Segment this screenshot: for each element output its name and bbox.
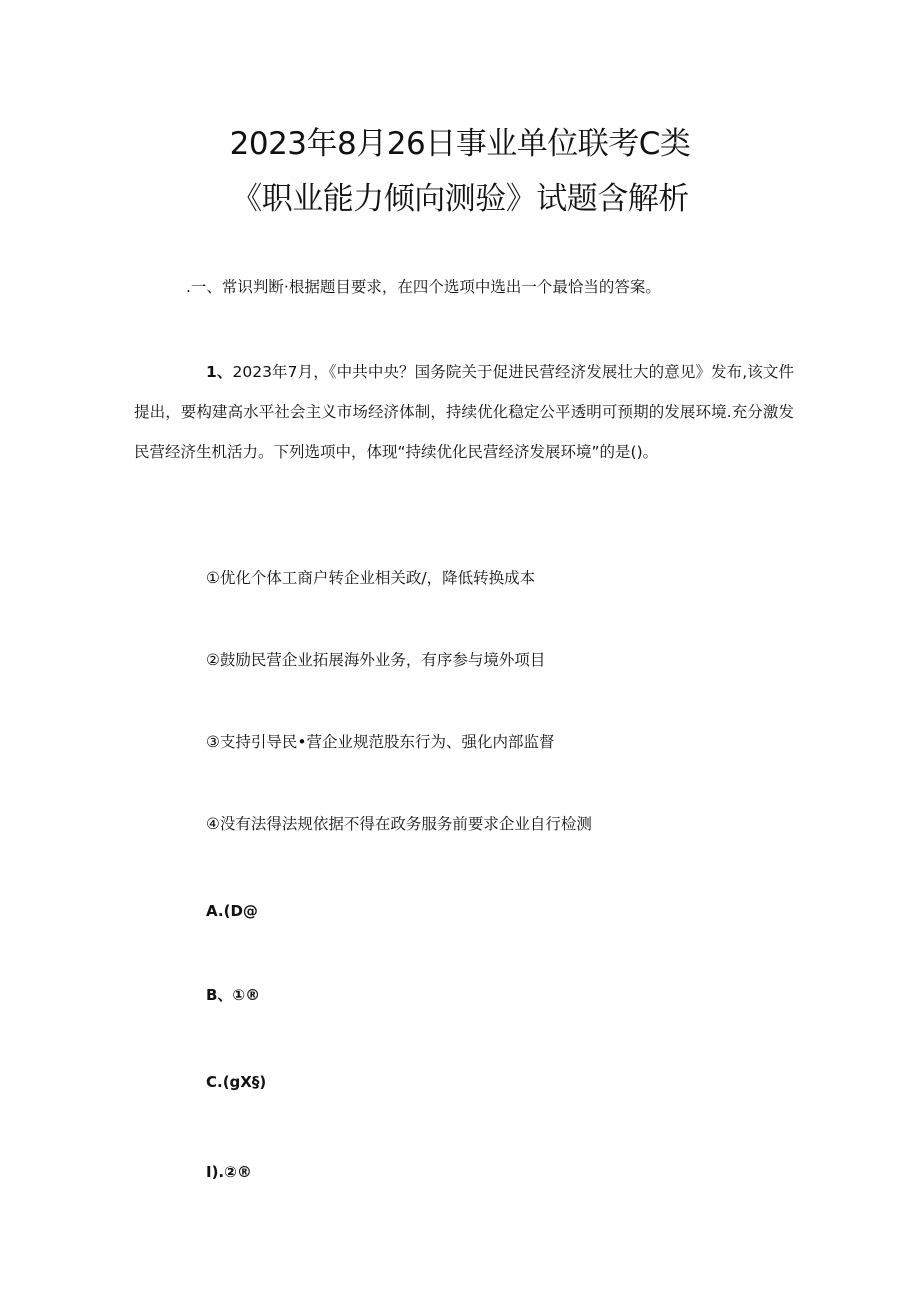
choice-b: B、①® <box>206 986 261 1004</box>
question-number: 1、 <box>206 363 233 381</box>
document-title-line-1: 2023年8月26日事业单位联考C类 <box>229 126 691 162</box>
choice-c: C.(gX§) <box>206 1073 267 1091</box>
question-body <box>134 352 794 472</box>
statement-2: ②鼓励民营企业拓展海外业务，有序参与境外项目 <box>206 651 546 669</box>
section-heading: .一、常识判断·根据题目要求，在四个选项中选出一个最恰当的答案。 <box>186 278 661 296</box>
statement-3: ③支持引导民•营企业规范股东行为、强化内部监督 <box>206 733 555 751</box>
statement-1: ①优化个体工商户转企业相关政/，降低转换成本 <box>206 569 536 587</box>
choice-a: A.(D@ <box>206 902 258 920</box>
statement-4: ④没有法得法规依据不得在政务服务前要求企业自行检测 <box>206 815 592 833</box>
choice-d: I).②® <box>206 1163 252 1181</box>
question-text: 2023年7月，《中共中央？国务院关于促进民营经济发展壮大的意见》发布,该文件提出，要构建高水平社会主义市场经济体制，持续优化稳定公平透明可预期的发展环境.充分激发民营经济生机活力。下列选项中，体现“持续优化民营经济发展环境”的是()。 <box>134 363 794 461</box>
document-title-line-2: 《职业能力倾向测验》试题含解析 <box>231 181 689 217</box>
